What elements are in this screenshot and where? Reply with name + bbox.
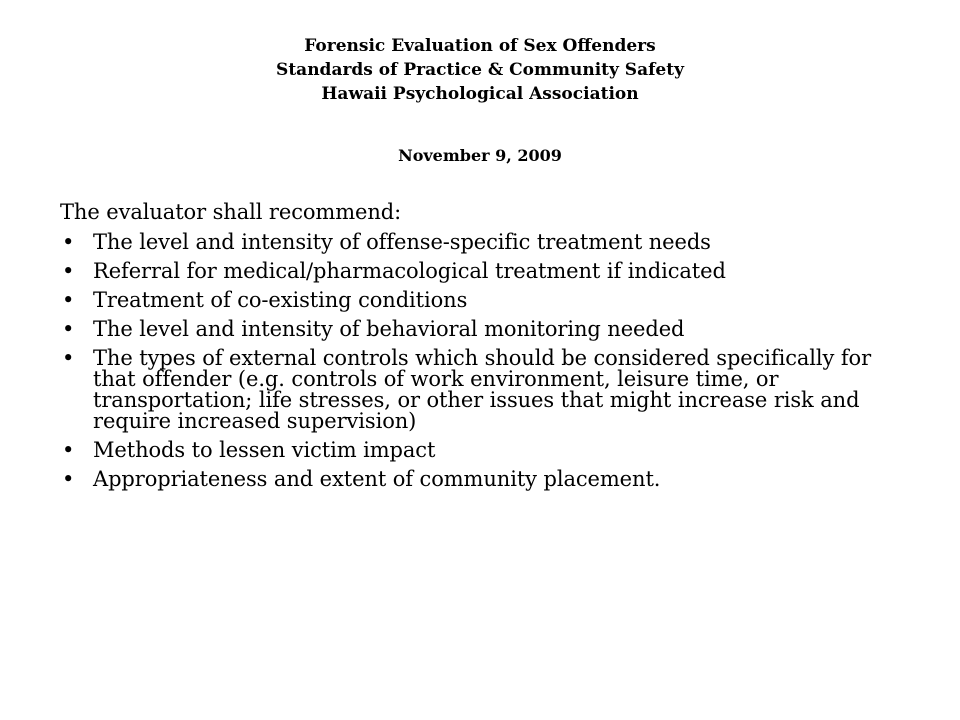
bullet-text: The types of external controls which should be considered specifically for that offender (e.g. controls of work environment, leisure time, or transportation; life stresses, or other issues that might increase risk and require increased supervision) <box>93 346 872 433</box>
bullet-item <box>60 261 920 282</box>
bullet-icon: • <box>62 288 75 312</box>
bullet-icon: • <box>62 467 75 491</box>
bullet-text: Referral for medical/pharmacological treatment if indicated <box>93 259 726 283</box>
slide-header <box>0 34 960 106</box>
header-subtitle: Standards of Practice & Community Safety <box>276 60 684 80</box>
bullet-item <box>60 232 920 253</box>
body-intro: The evaluator shall recommend: <box>60 200 402 224</box>
header-title: Forensic Evaluation of Sex Offenders <box>304 36 656 56</box>
bullet-text: Appropriateness and extent of community placement. <box>93 467 661 491</box>
bullet-text: The level and intensity of behavioral monitoring needed <box>93 317 685 341</box>
bullet-item <box>60 469 920 490</box>
bullet-text: Methods to lessen victim impact <box>93 438 436 462</box>
bullet-icon: • <box>62 438 75 462</box>
bullet-icon: • <box>62 230 75 254</box>
bullet-item <box>60 319 920 340</box>
bullet-item <box>60 440 920 461</box>
bullet-icon: • <box>62 317 75 341</box>
slide-body <box>60 200 920 498</box>
bullet-item <box>60 348 920 432</box>
bullet-text: Treatment of co-existing conditions <box>93 288 468 312</box>
bullet-list <box>60 232 920 490</box>
bullet-icon: • <box>62 259 75 283</box>
bullet-text: The level and intensity of offense-specific treatment needs <box>93 230 711 254</box>
bullet-icon: • <box>62 346 75 370</box>
slide-date: November 9, 2009 <box>398 146 562 165</box>
header-organization: Hawaii Psychological Association <box>321 84 639 104</box>
bullet-item <box>60 290 920 311</box>
